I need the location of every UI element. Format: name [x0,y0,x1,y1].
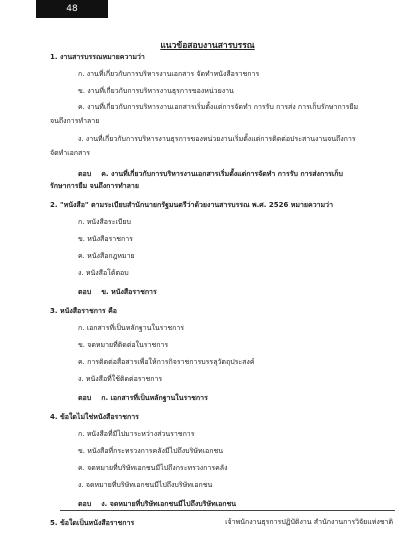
question-3-option-c: ค. การติดต่อสื่อสารเพื่อให้การกิจราชการบรรลุวัตถุประสงค์ [78,358,255,366]
document-title: แนวข้อสอบงานสารบรรณ [160,41,255,51]
question-2-option-a: ก. หนังสือระเบียบ [78,218,131,226]
option-line: ง. งานที่เกี่ยวกับการบริหารงานธุรการของหน่วยงานเริ่มตั้งแต่การติดต่อประสานงานจนถึงการ [78,135,356,143]
question-4-option-d: ง. จดหมายที่บริษัทเอกชนมีไปถึงบริษัทเอกชน [78,481,213,489]
question-3-option-b: ข. จดหมายที่ติดต่อในราชการ [78,341,169,349]
answer-text: ง. จดหมายที่บริษัทเอกชนมีไปถึงบริษัทเอกชน [101,500,237,508]
question-4-option-a: ก. หนังสือที่มีไปมาระหว่างส่วนราชการ [78,430,195,438]
question-1-option-d [50,132,380,160]
answer-text: ค. งานที่เกี่ยวกับการบริหารงานเอกสารเริ่มตั้งแต่การจัดทำ การรับ การส่งการเก็บ [101,170,343,178]
option-line-continued: จนถึงการทำลาย [50,117,100,125]
option-line-continued: จัดทำเอกสาร [50,149,90,157]
question-1-option-a: ก. งานที่เกี่ยวกับการบริหารงานเอกสาร จัดทำหนังสือราชการ [78,70,260,78]
question-2-answer [50,286,380,298]
question-4: 4. ข้อใดไม่ใช่หนังสือราชการ [50,413,139,421]
question-2-option-c: ค. หนังสือกฎหมาย [78,252,135,260]
answer-label: ตอบ [78,394,92,402]
answer-text-continued: รักษาการยืม จนถึงการทำลาย [50,182,139,190]
question-4-option-b: ข. หนังสือที่กระทรวงการคลังมีไปถึงบริษัทเอกชน [78,447,223,455]
question-5: 5. ข้อใดเป็นหนังสือราชการ [50,519,135,527]
answer-text: ก. เอกสารที่เป็นหลักฐานในราชการ [101,394,208,402]
question-4-option-c: ค. จดหมายที่บริษัทเอกชนมีไปถึงกระทรวงการคลัง [78,464,228,472]
question-1-option-c [50,100,380,128]
page-footer: เจ้าพนักงานธุรการปฏิบัติงาน สำนักงานการวิจัยแห่งชาติ [225,518,393,526]
answer-text: ข. หนังสือราชการ [101,288,157,296]
question-2: 2. "หนังสือ" ตามระเบียบสำนักนายกรัฐมนตรีว่าด้วยงานสารบรรณ พ.ศ. 2526 หมายความว่า [50,201,334,209]
question-3-option-a: ก. เอกสารที่เป็นหลักฐานในราชการ [78,324,185,332]
answer-label: ตอบ [78,500,92,508]
question-2-option-d: ง. หนังสือโต้ตอบ [78,269,129,277]
question-1: 1. งานสารบรรณหมายความว่า [50,53,145,61]
question-4-answer [50,498,380,510]
question-3: 3. หนังสือราชการ คือ [50,307,117,315]
option-line: ค. งานที่เกี่ยวกับการบริหารงานเอกสารเริ่มตั้งแต่การจัดทำ การรับ การส่ง การเก็บรักษาการยืม [78,103,359,111]
footer-divider [60,510,395,511]
question-3-option-d: ง. หนังสือที่ใช้ติดต่อราชการ [78,375,163,383]
question-1-option-b: ข. งานที่เกี่ยวกับการบริหารงานธุรการของหน่วยงาน [78,87,234,95]
answer-label: ตอบ [78,288,92,296]
question-1-answer [50,168,380,192]
page-number-badge: 48 [36,0,108,18]
question-2-option-b: ข. หนังสือราชการ [78,235,133,243]
answer-label: ตอบ [78,170,92,178]
question-list [50,52,380,528]
question-3-answer [50,392,380,404]
